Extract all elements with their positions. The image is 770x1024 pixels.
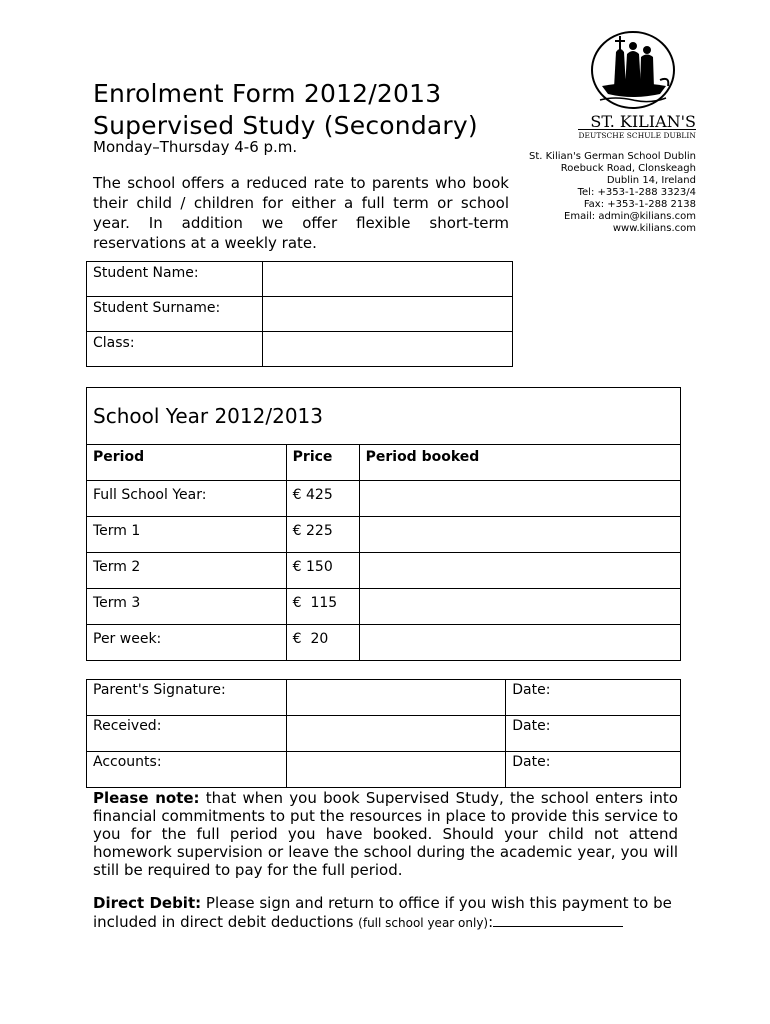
- price-cell: € 115: [286, 589, 359, 625]
- period-booked-field[interactable]: [359, 517, 680, 553]
- school-year-heading: School Year 2012/2013: [87, 388, 681, 445]
- school-year-table: [86, 387, 681, 661]
- please-note-text: that when you book Supervised Study, the school enters into financial commitments to put the resources in place to provide this service to you for the full period you have booked. Should your child not attend homework supervision or leave the school during the academic year, you will still be required to pay for the full period.: [93, 789, 678, 879]
- received-label: Received:: [87, 716, 287, 752]
- address-line: www.kilians.com: [612, 223, 696, 234]
- class-field[interactable]: [262, 332, 512, 367]
- table-row: [87, 589, 681, 625]
- price-cell: € 225: [286, 517, 359, 553]
- student-name-label: Student Name:: [87, 262, 263, 297]
- table-row: [87, 553, 681, 589]
- please-note-paragraph: [93, 789, 678, 879]
- school-name-logo-text: ST. KILIAN'S: [590, 112, 696, 131]
- period-cell: Term 3: [87, 589, 287, 625]
- date-label: Date:: [506, 752, 561, 788]
- parent-signature-label: Parent's Signature:: [87, 680, 287, 716]
- address-line: Dublin 14, Ireland: [606, 175, 696, 186]
- accounts-date-field[interactable]: [561, 752, 681, 788]
- table-row: [87, 388, 681, 445]
- table-row: [87, 716, 681, 752]
- period-cell: Per week:: [87, 625, 287, 661]
- student-surname-label: Student Surname:: [87, 297, 263, 332]
- date-label: Date:: [506, 680, 561, 716]
- table-row: [87, 332, 513, 367]
- accounts-label: Accounts:: [87, 752, 287, 788]
- period-cell: Term 2: [87, 553, 287, 589]
- accounts-field[interactable]: [286, 752, 506, 788]
- table-row: [87, 517, 681, 553]
- date-label: Date:: [506, 716, 561, 752]
- table-row: [87, 752, 681, 788]
- student-details-table: [86, 261, 513, 367]
- address-line: Tel: +353-1-288 3323/4: [577, 187, 696, 198]
- table-row: [87, 680, 681, 716]
- period-cell: Full School Year:: [87, 481, 287, 517]
- parent-signature-field[interactable]: [286, 680, 506, 716]
- student-surname-field[interactable]: [262, 297, 512, 332]
- table-row: [87, 297, 513, 332]
- table-row: [87, 625, 681, 661]
- period-booked-field[interactable]: [359, 589, 680, 625]
- address-line: Email: admin@kilians.com: [564, 211, 696, 222]
- intro-paragraph: The school offers a reduced rate to parents who book their child / children for either a full term or school year. In addition we offer flexible short-term reservations at a weekly rate.: [93, 174, 509, 252]
- direct-debit-text: Please sign and return to office if you wish this payment to be included in direct debit deductions: [93, 894, 672, 931]
- address-line: St. Kilian's German School Dublin: [528, 151, 696, 162]
- price-cell: € 20: [286, 625, 359, 661]
- price-cell: € 425: [286, 481, 359, 517]
- title-line-1: Enrolment Form 2012/2013: [93, 79, 442, 108]
- period-booked-field[interactable]: [359, 625, 680, 661]
- period-booked-field[interactable]: [359, 481, 680, 517]
- address-line: Fax: +353-1-288 2138: [583, 199, 696, 210]
- direct-debit-qualifier: (full school year only): [358, 916, 489, 930]
- direct-debit-label: Direct Debit:: [93, 894, 202, 912]
- school-address: [460, 151, 696, 235]
- signature-table: [86, 679, 681, 788]
- period-booked-field[interactable]: [359, 553, 680, 589]
- address-line: Roebuck Road, Clonskeagh: [560, 163, 696, 174]
- table-row: [87, 262, 513, 297]
- direct-debit-colon: :: [488, 913, 494, 931]
- direct-debit-signature-line[interactable]: [493, 912, 623, 927]
- received-field[interactable]: [286, 716, 506, 752]
- column-header-price: Price: [286, 445, 359, 481]
- table-row: [87, 481, 681, 517]
- received-date-field[interactable]: [561, 716, 681, 752]
- class-label: Class:: [87, 332, 263, 367]
- direct-debit-paragraph: [93, 894, 678, 932]
- page-title: [93, 78, 478, 142]
- school-subtitle-logo-text: DEUTSCHE SCHULE DUBLIN: [578, 131, 696, 140]
- please-note-label: Please note:: [93, 789, 200, 807]
- parent-signature-date-field[interactable]: [561, 680, 681, 716]
- price-cell: € 150: [286, 553, 359, 589]
- title-line-2: Supervised Study (Secondary): [93, 111, 478, 140]
- schedule-subtitle: Monday–Thursday 4-6 p.m.: [93, 138, 298, 156]
- table-header-row: [87, 445, 681, 481]
- column-header-period-booked: Period booked: [359, 445, 680, 481]
- period-cell: Term 1: [87, 517, 287, 553]
- school-logo-icon: [590, 30, 676, 110]
- column-header-period: Period: [87, 445, 287, 481]
- student-name-field[interactable]: [262, 262, 512, 297]
